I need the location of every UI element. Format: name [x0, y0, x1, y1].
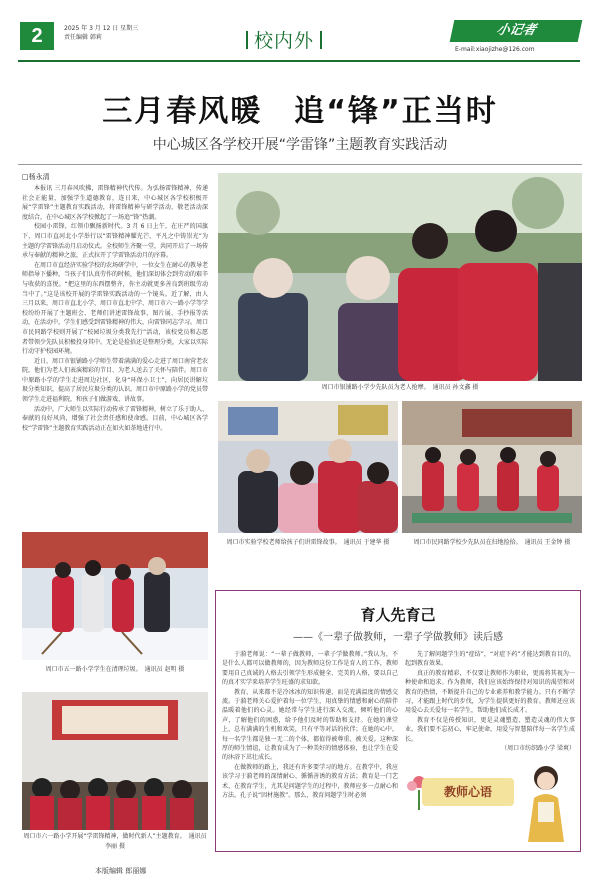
- photo-caption: 周口市六一路小学开展“学雷锋精神，做时代新人”主题教育。 通讯员 李丽 摄: [23, 833, 207, 850]
- teacher-illustration-svg: [520, 762, 572, 842]
- teacher-illustration-icon: [520, 762, 572, 846]
- paragraph: 于漪老师说：“一辈子做教师，一辈子学做教师。”我认为，不是什么人都可以做教师的，因为教师这份工作是育人的工作，教师要用自己真诚的人格去引领学生形成健全、完美的人格，要以自己的真才实学来培养学生旺盛的求知欲。: [222, 651, 398, 687]
- photo-cleaning-image: [402, 401, 582, 533]
- article-body: [22, 184, 208, 433]
- paragraph: 本报讯 三月春风吹拂，雷锋精神代代传。为弘扬雷锋精神，传递社会正能量，加强学生道德教育，连日来，中心城区各学校积极开展“学雷锋”主题教育实践活动，将雷锋精神与研学活动、敬老活动深度结合，在中心城区各学校掀起了一场追“锋”热潮。: [22, 185, 208, 221]
- paragraph: 教育，从来都不是冷冰冰的知识传递，而是充满温度的情感交流。于漪老师关心爱护着每一位学生，用真挚的情感和耐心的陪伴温暖着他们的心灵。她经常与学生进行深入交流，倾听他们的心声，了解他们的困惑，给予他们及时的帮助和支持。在她的课堂上，总有满满的生机和欢笑，只有平等对话的伙伴；在她的心中，每一名学生都是独一无二的个体，都值得被尊重、被关爱。这种深厚的师生情谊，让教育成为了一种美好的情感体验，也让学生在爱的沐浴下茁壮成长。: [222, 688, 398, 762]
- section-bar-left: [246, 31, 248, 49]
- column-author: （周口市纺织路小学 梁爽）: [501, 745, 575, 753]
- photo-cleaning: [402, 401, 582, 533]
- paragraph: 在周口市直经济实验学校的农场研学中，一位女生在耐心的教导老师指导下播种，当孩子们认真劳作的时候，他们深切体会到劳动的艰辛与收获的喜悦。“把这里的东西摆整齐，你主动就更多善良到班级劳动当中了。”这是该校开展的学雷锋实践活动的一个镜头。近了解，由人三月以来，周口市直北小学、周口市直北中学、周口市六一路小学等学校纷纷开展了主题班会、老师们讲述雷锋故事、图片展、手抄报等活动，在活动中，学生们感受到雷锋精神的伟大，向雷锋同志学习。周口市民同路学校则开展了“校园垃圾分类我先行”活动，该校党员和志愿者带领少先队员积极投身其中。无论是捡拾还是整理分类，大家以实际行动守护校园环境。: [22, 261, 209, 356]
- subhead: 中心城区各学校开展“学雷锋”主题教育实践活动: [152, 137, 448, 153]
- paragraph: 先了解问题学生的“症结”，“对症下药”才能达到教育目的，起到教育效果。: [405, 651, 575, 668]
- column-left-text: [222, 650, 398, 801]
- photo-caption: 周口市银铺路小学少先队员为老人抢摩。 通讯员 孙文鑫 摄: [321, 384, 479, 391]
- photo-story-time-image: [218, 401, 398, 533]
- photo-classroom-image: [22, 692, 208, 830]
- paragraph: 在做教师的路上，我还有许多要学习的地方。在教学中，我应该学习于漪老师的深情耐心、循循善诱的教育方法；教育是一门艺术，在教育学生，尤其是问题学生的过程中，教师应多一点耐心和方法。孔子说“因材施教”。那么，教育问题学生时必须: [222, 763, 398, 800]
- photo-caption: 周口市实验学校老师给孩子们讲雷锋故事。 通讯员 于建华 摄: [226, 539, 390, 546]
- column-title: 育人先育己: [360, 606, 436, 624]
- page-number: 2: [20, 22, 54, 50]
- section-label: 校内外: [254, 30, 315, 52]
- paragraph: 近日，周口市银铺路小学师生带着满满的爱心走进了周口南营老农院，他们为老人们表演精彩的节目、为老人送去了关怀与陪伴。周口市中原路小学的学生走进周边社区，化身“环保小卫士”，向居民讲解垃圾分类知识，提高了居民垃圾分类的认识。周口市中原路小学的党员带领学生走进福利院，和孩子们做游戏、讲故事。: [22, 357, 209, 404]
- photo-elderly-care-image: [218, 173, 582, 381]
- photo-classroom: [22, 692, 208, 830]
- section-bar-right: [320, 31, 322, 49]
- editor-line: 责任编辑 韩莉: [64, 34, 102, 41]
- column-subtitle: ——《一辈子做教师，一辈子学做教师》读后感: [293, 632, 503, 643]
- photo-story-time: [218, 401, 398, 533]
- photo-elderly-care: [218, 173, 582, 381]
- photo-caption: 周口市民同路学校少先队员在扫地捡拾。 通讯员 王金钟 摄: [413, 539, 571, 546]
- page-editor: 本版编辑 郎丽娜: [95, 867, 147, 875]
- photo-caption: 周口市五一路小学学生在清理垃圾。 通讯员 赵明 摄: [45, 666, 185, 673]
- header-rule: [18, 60, 580, 62]
- paragraph: 活动中，广大师生以实际行动传承了雷锋精神，树立了乐于助人、奉献的良好风尚，增强了社会责任感和使命感。目前，中心城区各学校“学雷锋”主题教育实践活动正在如火如荼地进行中。: [22, 405, 209, 432]
- date-block: [64, 24, 138, 42]
- column-right-text: [405, 650, 575, 753]
- teacher-words-badge: 教师心语: [422, 778, 514, 806]
- headline: 三月春风暖 追“锋”正当时: [102, 94, 498, 129]
- paragraph: 教育不仅是传授知识，更是灵魂塑造、塑造灵魂的伟大事业。我们要不忘初心，牢记使命，用爱与智慧陪伴每一名学生成长。: [405, 716, 575, 743]
- date-line: 2025 年 3 月 12 日 星期三: [64, 25, 139, 32]
- reporter-logo: 小记者: [450, 20, 583, 42]
- byline: □杨永清: [22, 173, 50, 181]
- paragraph: 真正的教育精彩，不仅要让教师作为职业，更需将其视为一种使命和追求。作为教师，我们应该始终保持对知识的渴望和对教育的热情，不断提升自己的专业素养和教学能力。只有不断学习，才能跟上时代的步伐，为学生提供更好的教育。教师还应该用爱心去关爱每一名学生，帮助他们成长成才。: [405, 669, 575, 715]
- email: E-mail:xiaojizhe@126.com: [455, 46, 535, 53]
- photo-snow-sweeping-image: [22, 532, 208, 660]
- paragraph: 校园小雷锋，红领巾飘扬新时代。3 月 6 日上午，在庄严的国旗下，周口市直河北小学举行以“雷锋精神耀光芒，平凡之中铸崇光”为主题的学雷锋活动月启动仪式。全校师生齐聚一堂，共同开启了一场传承与奉献的精神之旅，正式拉开了学雷锋活动月的序幕。: [22, 223, 209, 260]
- section-title: [240, 26, 328, 53]
- headline-rule: [18, 164, 582, 165]
- photo-snow-sweeping: [22, 532, 208, 660]
